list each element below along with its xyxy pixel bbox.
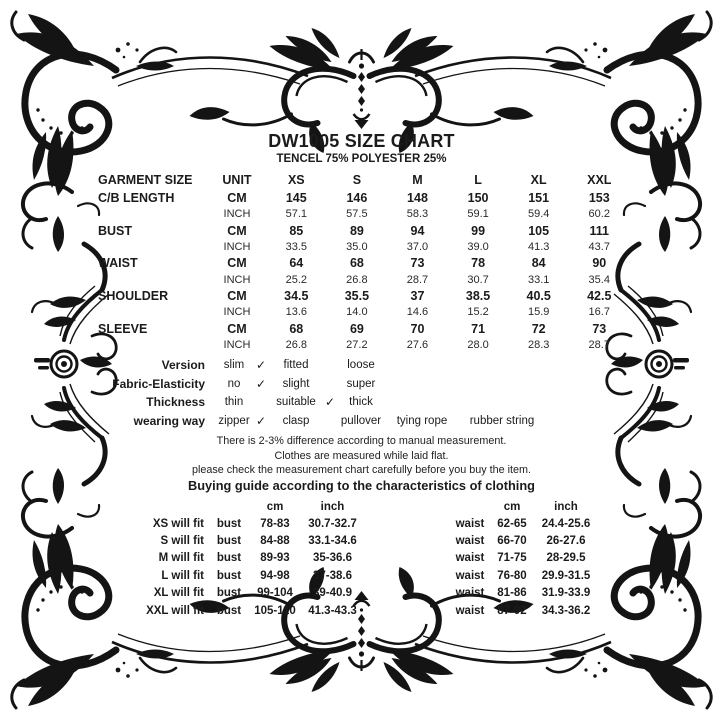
bust-cm: 84-88: [260, 535, 290, 548]
value-cell: 33.1: [527, 273, 550, 286]
table-row: [98, 223, 630, 239]
waist-label: waist: [455, 517, 485, 530]
fit-label: XS will fit: [152, 517, 204, 530]
bust-inch: 39-40.9: [312, 587, 352, 600]
bust-inch: 33.1-34.6: [308, 535, 357, 548]
value-cell: 59.1: [467, 208, 489, 221]
attr-option: fitted: [283, 359, 309, 372]
buying-guide-header: [130, 499, 600, 515]
guide-row-xxl: [130, 602, 600, 619]
bust-inch: 37-38.6: [312, 569, 352, 582]
value-cell: 72: [531, 321, 546, 336]
attr-option: thick: [349, 396, 373, 409]
attribute-row-wearing-way: [37, 412, 545, 431]
table-row: [98, 337, 630, 353]
attr-label: wearing way: [133, 414, 205, 429]
bust-label: bust: [216, 535, 242, 548]
buying-guide-heading: Buying guide according to the characteristics of clothing: [188, 478, 535, 493]
attr-option: suitable: [276, 396, 316, 409]
value-cell: 85: [289, 223, 304, 238]
guide-row-l: [130, 567, 600, 584]
value-cell: 94: [410, 223, 425, 238]
unit-cell: INCH: [223, 241, 251, 254]
value-cell: 28.0: [467, 338, 489, 351]
value-cell: 15.9: [527, 306, 550, 319]
size-table: [98, 170, 630, 353]
checkmark-icon: ✓: [324, 395, 336, 410]
value-cell: 57.5: [346, 208, 368, 221]
table-row: [98, 271, 630, 287]
fit-label: XL will fit: [153, 587, 204, 600]
buying-guide-table: [130, 499, 600, 619]
value-cell: 148: [407, 191, 428, 206]
unit-cell: CM: [227, 256, 247, 271]
attr-option: slim: [223, 359, 245, 372]
waist-label: waist: [455, 552, 485, 565]
value-cell: 34.5: [284, 288, 309, 303]
bust-label: bust: [216, 517, 242, 530]
guide-row-xl: [130, 585, 600, 602]
fabric-composition: TENCEL 75% POLYESTER 25%: [276, 153, 447, 165]
bust-cm: 99-104: [257, 587, 293, 600]
table-row: [98, 255, 630, 271]
note-line: Clothes are measured while laid flat.: [274, 449, 449, 462]
value-cell: 26.8: [285, 338, 307, 351]
value-cell: 15.2: [467, 306, 489, 319]
checkmark-icon: ✓: [255, 414, 267, 429]
col-xxl: XXL: [587, 173, 612, 187]
value-cell: 33.5: [285, 241, 307, 254]
value-cell: 37: [410, 288, 425, 303]
value-cell: 35.5: [344, 288, 370, 303]
attr-option: thin: [224, 396, 244, 409]
value-cell: 16.7: [588, 306, 610, 319]
value-cell: 150: [467, 191, 489, 206]
header-cell-cm: cm: [266, 501, 284, 513]
col-s: S: [352, 173, 362, 187]
attribute-row-thickness: [37, 393, 545, 412]
value-cell: 69: [349, 321, 364, 336]
attr-option: slight: [282, 377, 310, 390]
waist-cm: 81-86: [497, 587, 527, 600]
bust-inch: 35-36.6: [312, 552, 352, 565]
value-cell: 35.0: [346, 241, 368, 254]
value-cell: 28.3: [527, 338, 550, 351]
attr-option: pullover: [340, 415, 382, 428]
note-line: There is 2-3% difference according to manual measurement.: [216, 435, 507, 447]
col-xl: XL: [530, 173, 547, 187]
size-table-header: [98, 170, 630, 190]
bust-inch: 30.7-32.7: [308, 517, 357, 530]
value-cell: 99: [471, 223, 486, 238]
value-cell: 37.0: [406, 241, 429, 254]
value-cell: 60.2: [588, 208, 610, 221]
col-xs: XS: [287, 173, 305, 187]
attr-option: loose: [347, 359, 375, 372]
value-cell: 38.5: [465, 288, 491, 303]
row-label: C/B LENGTH: [98, 191, 175, 206]
unit-cell: INCH: [223, 306, 251, 319]
value-cell: 90: [592, 256, 607, 271]
page-title: DW1005 SIZE CHART: [268, 131, 455, 151]
row-label: SHOULDER: [98, 288, 169, 303]
fit-label: S will fit: [160, 535, 204, 548]
value-cell: 30.7: [467, 273, 489, 286]
fit-label: XXL will fit: [146, 604, 204, 617]
attribute-row-version: [37, 356, 545, 375]
bust-inch: 41.3-43.3: [308, 604, 357, 617]
value-cell: 35.4: [588, 273, 610, 286]
col-unit: UNIT: [222, 173, 252, 187]
fit-label: L will fit: [161, 569, 204, 582]
bust-label: bust: [216, 587, 242, 600]
value-cell: 105: [528, 223, 550, 238]
header-cell-inch: inch: [554, 501, 578, 513]
attr-option: clasp: [282, 415, 310, 428]
attr-label: Thickness: [146, 395, 205, 410]
row-label: WAIST: [98, 256, 138, 271]
value-cell: 68: [349, 256, 364, 271]
value-cell: 42.5: [587, 288, 612, 303]
value-cell: 41.3: [527, 241, 550, 254]
waist-label: waist: [455, 604, 485, 617]
value-cell: 14.0: [346, 306, 368, 319]
bust-cm: 78-83: [260, 517, 290, 530]
value-cell: 70: [410, 321, 425, 336]
attribute-row-elasticity: [37, 375, 545, 394]
waist-cm: 71-75: [497, 552, 527, 565]
waist-cm: 66-70: [497, 535, 527, 548]
value-cell: 145: [285, 191, 307, 206]
waist-label: waist: [455, 569, 485, 582]
measurement-notes: [0, 434, 723, 478]
bust-cm: 89-93: [260, 552, 290, 565]
value-cell: 73: [410, 256, 425, 271]
value-cell: 13.6: [285, 306, 307, 319]
attr-option: zipper: [218, 415, 250, 428]
value-cell: 153: [588, 191, 610, 206]
attr-option: rubber string: [469, 415, 535, 428]
waist-label: waist: [455, 587, 485, 600]
col-m: M: [412, 173, 423, 187]
waist-cm: 87-92: [497, 604, 527, 617]
table-row: [98, 206, 630, 222]
waist-cm: 62-65: [497, 517, 527, 530]
value-cell: 64: [289, 256, 304, 271]
table-row: [98, 190, 630, 206]
checkmark-icon: ✓: [255, 376, 267, 391]
value-cell: 73: [592, 321, 607, 336]
unit-cell: INCH: [223, 208, 251, 221]
row-label: SLEEVE: [98, 321, 148, 336]
header-cell-cm: cm: [503, 501, 521, 513]
attr-label: Fabric-Elasticity: [112, 376, 205, 391]
row-label: BUST: [98, 223, 133, 238]
waist-inch: 31.9-33.9: [541, 587, 591, 600]
value-cell: 58.3: [406, 208, 429, 221]
value-cell: 43.7: [588, 241, 610, 254]
waist-inch: 28-29.5: [546, 552, 586, 565]
attr-option: tying rope: [396, 415, 448, 428]
waist-inch: 34.3-36.2: [541, 604, 591, 617]
value-cell: 78: [471, 256, 486, 271]
value-cell: 39.0: [467, 241, 489, 254]
col-garment-size: GARMENT SIZE: [98, 173, 193, 187]
value-cell: 28.7: [588, 338, 610, 351]
value-cell: 40.5: [526, 288, 551, 303]
value-cell: 89: [349, 223, 364, 238]
attr-label: Version: [161, 358, 205, 373]
waist-inch: 29.9-31.5: [541, 569, 591, 582]
value-cell: 57.1: [285, 208, 307, 221]
waist-inch: 26-27.6: [546, 535, 586, 548]
note-line: please check the measurement chart carefully before you buy the item.: [191, 464, 532, 477]
table-row: [98, 239, 630, 255]
value-cell: 146: [346, 191, 368, 206]
attr-option: super: [346, 377, 376, 390]
value-cell: 25.2: [285, 273, 307, 286]
unit-cell: INCH: [223, 338, 251, 351]
value-cell: 27.6: [406, 338, 429, 351]
fit-label: M will fit: [158, 552, 204, 565]
guide-row-xs: [130, 515, 600, 532]
value-cell: 14.6: [406, 306, 429, 319]
unit-cell: CM: [227, 223, 247, 238]
value-cell: 59.4: [527, 208, 550, 221]
attributes-table: [37, 356, 545, 430]
value-cell: 111: [589, 223, 609, 238]
unit-cell: INCH: [223, 273, 251, 286]
bust-label: bust: [216, 604, 242, 617]
table-row: [98, 320, 630, 336]
value-cell: 68: [289, 321, 304, 336]
checkmark-icon: ✓: [255, 358, 267, 373]
guide-row-s: [130, 532, 600, 549]
value-cell: 151: [528, 191, 550, 206]
unit-cell: CM: [227, 288, 247, 303]
value-cell: 26.8: [346, 273, 368, 286]
bust-label: bust: [216, 569, 242, 582]
bust-cm: 94-98: [260, 569, 290, 582]
waist-label: waist: [455, 535, 485, 548]
unit-cell: CM: [227, 321, 247, 336]
value-cell: 71: [471, 321, 486, 336]
value-cell: 84: [531, 256, 546, 271]
bust-label: bust: [216, 552, 242, 565]
value-cell: 27.2: [346, 338, 368, 351]
table-row: [98, 304, 630, 320]
guide-row-m: [130, 550, 600, 567]
waist-inch: 24.4-25.6: [541, 517, 591, 530]
unit-cell: CM: [227, 191, 247, 206]
header-cell-inch: inch: [320, 501, 345, 513]
value-cell: 28.7: [406, 273, 429, 286]
bust-cm: 105-110: [254, 604, 296, 617]
waist-cm: 76-80: [497, 569, 527, 582]
table-row: [98, 288, 630, 304]
col-l: L: [474, 173, 482, 187]
attr-option: no: [227, 377, 241, 390]
